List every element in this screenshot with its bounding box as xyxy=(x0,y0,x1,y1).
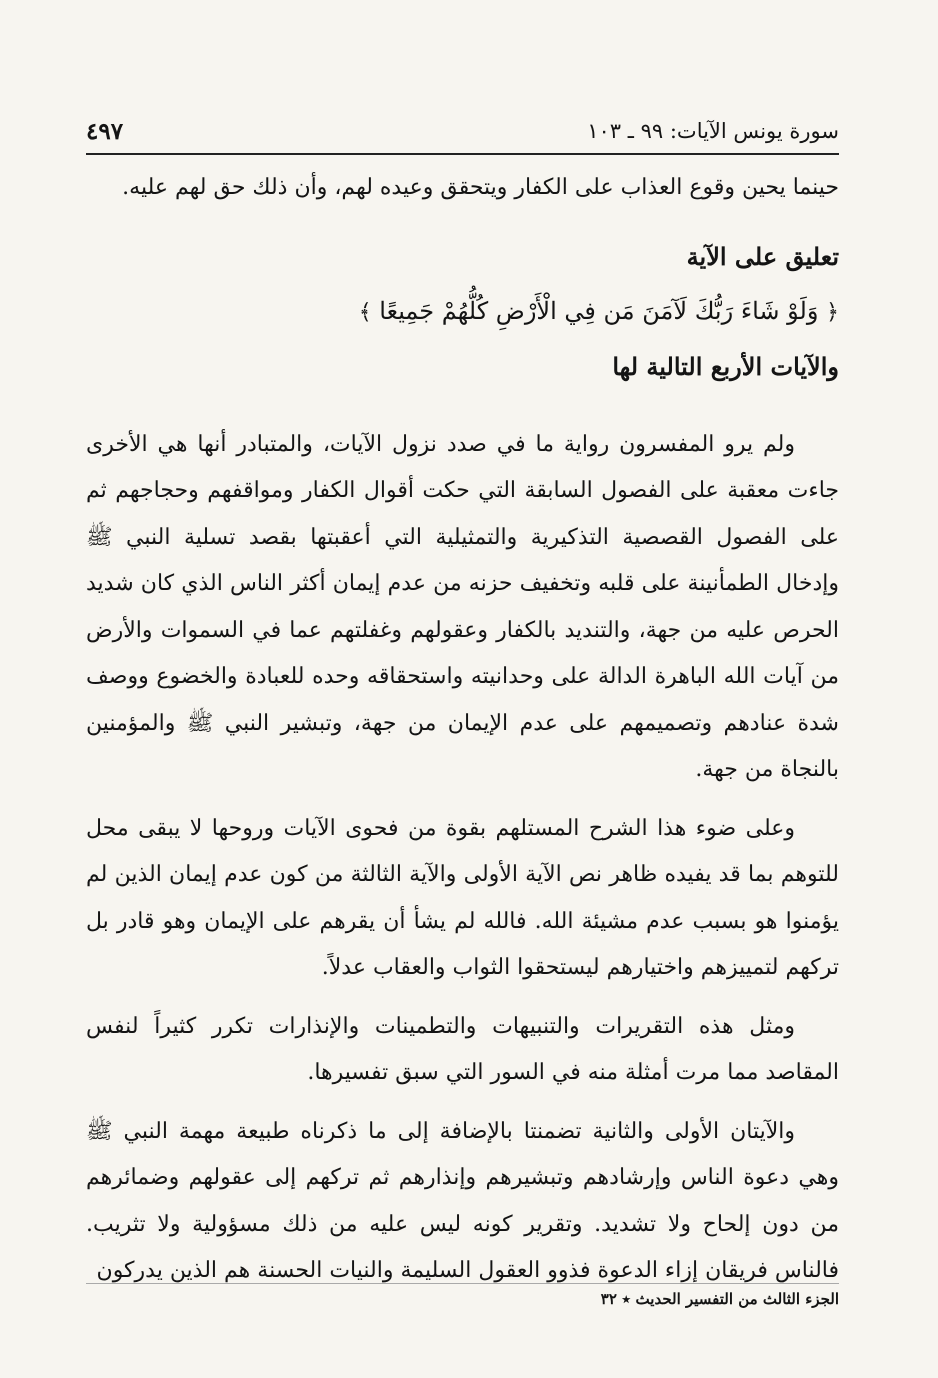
section-subheading: والآيات الأربع التالية لها xyxy=(612,351,839,381)
footer-signature: الجزء الثالث من التفسير الحديث ٭ ٣٢ xyxy=(600,1290,839,1308)
section-heading: تعليق على الآية xyxy=(686,241,839,271)
paragraph-4: والآيتان الأولى والثانية تضمنتا بالإضافة إلى ما ذكرناه طبيعة مهمة النبي ﷺ وهي دعوة الناس وإرشادهم وتبشيرهم وإنذارهم ثم تركهم إلى عقولهم وضمائرهم من دون إلحاح ولا تشديد. وتقرير كونه ليس عليه من ذلك مسؤولية ولا تثريب. فالناس فريقان إزاء الدعوة فذوو العقول السليمة والنيات الحسنة هم الذين يدركون xyxy=(86,1118,839,1283)
quran-verse xyxy=(86,282,839,342)
header-rule xyxy=(86,153,839,155)
running-title: سورة يونس الآيات: ٩٩ ـ ١٠٣ xyxy=(587,119,839,143)
body-text xyxy=(86,165,839,1295)
paragraph-3: ومثل هذه التقريرات والتنبيهات والتطمينات والإنذارات تكرر كثيراً لنفس المقاصد مما مرت أمثلة منه في السور التي سبق تفسيرها. xyxy=(86,1013,839,1085)
intro-paragraph: حينما يحين وقوع العذاب على الكفار ويتحقق وعيده لهم، وأن ذلك حق لهم عليه. xyxy=(122,175,839,200)
page-number: ٤٩٧ xyxy=(86,117,124,145)
verse-open-bracket: ﴿ xyxy=(826,299,839,325)
footer-rule xyxy=(86,1283,839,1284)
paragraph-1: ولم يرو المفسرون رواية ما في صدد نزول الآيات، والمتبادر أنها هي الأخرى جاءت معقبة على الفصول السابقة التي حكت أقوال الكفار ومواقفهم وحجاجهم ثم على الفصول القصصية التذكيرية والتمثيلية التي أعقبتها بقصد تسلية النبي ﷺ وإدخال الطمأنينة على قلبه وتخفيف حزنه من عدم إيمان أكثر الناس الذي كان شديد الحرص عليه من جهة، والتنديد بالكفار وعقولهم وغفلتهم عما في السموات والأرض من آيات الله الباهرة الدالة على وحدانيته واستحقاقه وحده للعبادة والخضوع ووصف شدة عنادهم وتصميمهم على عدم الإيمان من جهة، وتبشير النبي ﷺ والمؤمنين بالنجاة من جهة. xyxy=(86,431,839,782)
verse-close-bracket: ﴾ xyxy=(358,299,372,325)
verse-text: وَلَوْ شَاءَ رَبُّكَ لَآمَنَ مَن فِي الْأَرْضِ كُلُّهُمْ جَمِيعًا xyxy=(379,296,819,325)
paragraph-2: وعلى ضوء هذا الشرح المستلهم بقوة من فحوى الآيات وروحها لا يبقى محل للتوهم بما قد يفيده ظاهر نص الآية الأولى والآية الثالثة من كون عدم إيمان الذين لم يؤمنوا هو بسبب عدم مشيئة الله. فالله لم يشأ أن يقرهم على الإيمان وهو قادر بل تركهم لتمييزهم واختيارهم ليستحقوا الثواب والعقاب عدلاً. xyxy=(86,815,839,980)
page-header xyxy=(86,112,839,150)
